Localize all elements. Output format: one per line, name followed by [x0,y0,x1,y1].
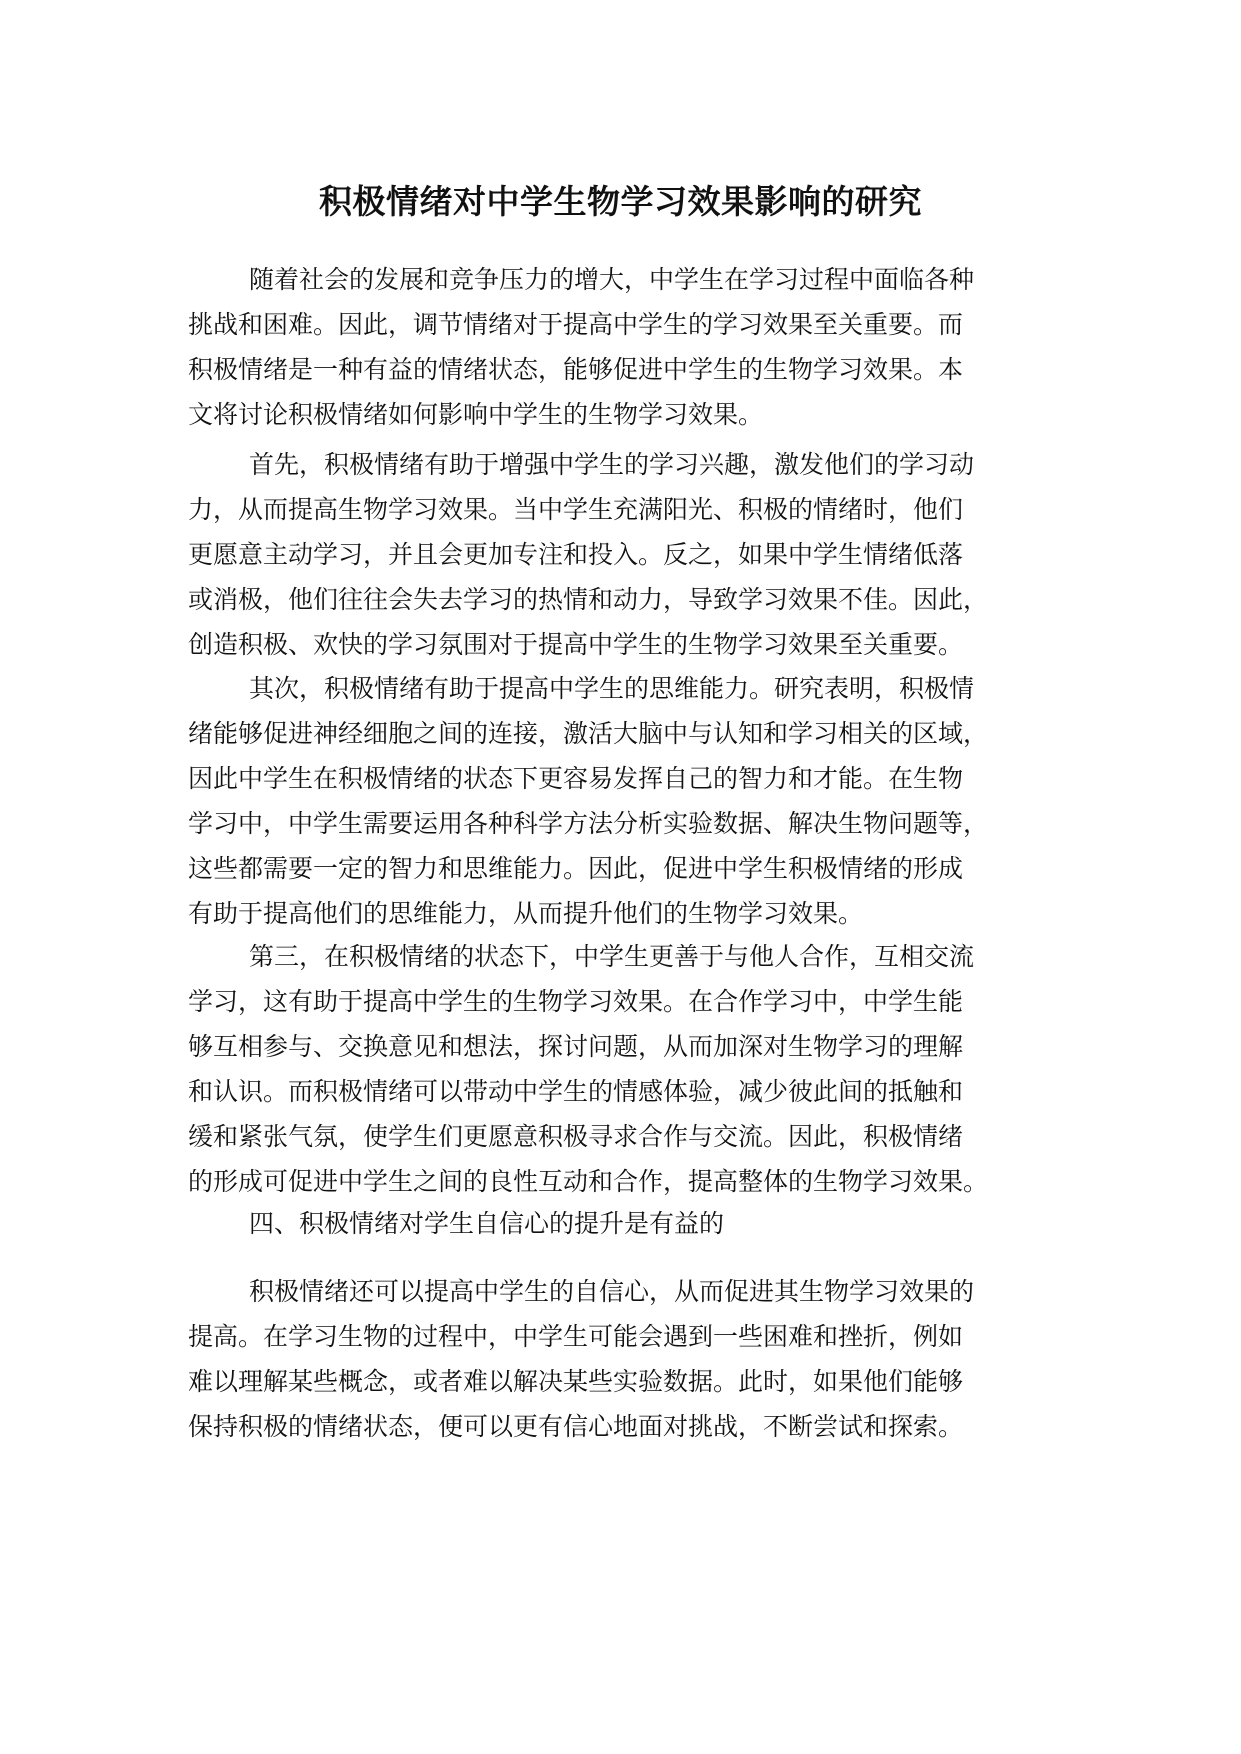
text-line: 因此中学生在积极情绪的状态下更容易发挥自己的智力和才能。在生物 [188,764,964,793]
document-title: 积极情绪对中学生物学习效果影响的研究 [319,182,922,221]
text-line: 学习中，中学生需要运用各种科学方法分析实验数据、解决生物问题等， [188,809,989,838]
paragraph-2 [188,442,1078,667]
text-line: 力，从而提高生物学习效果。当中学生充满阳光、积极的情绪时，他们 [188,495,964,524]
text-line: 四、积极情绪对学生自信心的提升是有益的 [249,1209,725,1238]
text-line: 文将讨论积极情绪如何影响中学生的生物学习效果。 [188,400,764,429]
text-line: 提高。在学习生物的过程中，中学生可能会遇到一些困难和挫折，例如 [188,1322,964,1351]
text-line: 其次，积极情绪有助于提高中学生的思维能力。研究表明，积极情 [249,674,975,703]
text-line: 第三，在积极情绪的状态下，中学生更善于与他人合作，互相交流 [249,942,975,971]
paragraph-4 [188,934,1078,1204]
text-line: 积极情绪还可以提高中学生的自信心，从而促进其生物学习效果的 [249,1277,975,1306]
section-heading [188,1201,1078,1246]
text-line: 有助于提高他们的思维能力，从而提升他们的生物学习效果。 [188,899,864,928]
text-line: 首先，积极情绪有助于增强中学生的学习兴趣，激发他们的学习动 [249,450,975,479]
text-line: 这些都需要一定的智力和思维能力。因此，促进中学生积极情绪的形成 [188,854,964,883]
text-line: 挑战和困难。因此，调节情绪对于提高中学生的学习效果至关重要。而 [188,310,964,339]
text-line: 保持积极的情绪状态，便可以更有信心地面对挑战，不断尝试和探索。 [188,1412,964,1441]
text-line: 够互相参与、交换意见和想法，探讨问题，从而加深对生物学习的理解 [188,1032,964,1061]
paragraph-5 [188,1269,1078,1449]
text-line: 和认识。而积极情绪可以带动中学生的情感体验，减少彼此间的抵触和 [188,1077,964,1106]
text-line: 绪能够促进神经细胞之间的连接，激活大脑中与认知和学习相关的区域， [188,719,989,748]
text-line: 缓和紧张气氛，使学生们更愿意积极寻求合作与交流。因此，积极情绪 [188,1122,964,1151]
text-line: 创造积极、欢快的学习氛围对于提高中学生的生物学习效果至关重要。 [188,630,964,659]
text-line: 难以理解某些概念，或者难以解决某些实验数据。此时，如果他们能够 [188,1367,964,1396]
text-line: 的形成可促进中学生之间的良性互动和合作，提高整体的生物学习效果。 [188,1167,989,1196]
text-line: 或消极，他们往往会失去学习的热情和动力，导致学习效果不佳。因此， [188,585,989,614]
paragraph-3 [188,666,1078,936]
text-line: 更愿意主动学习，并且会更加专注和投入。反之，如果中学生情绪低落 [188,540,964,569]
text-line: 积极情绪是一种有益的情绪状态，能够促进中学生的生物学习效果。本 [188,355,964,384]
paragraph-1 [188,257,1078,437]
text-line: 随着社会的发展和竞争压力的增大，中学生在学习过程中面临各种 [249,265,975,294]
text-line: 学习，这有助于提高中学生的生物学习效果。在合作学习中，中学生能 [188,987,964,1016]
